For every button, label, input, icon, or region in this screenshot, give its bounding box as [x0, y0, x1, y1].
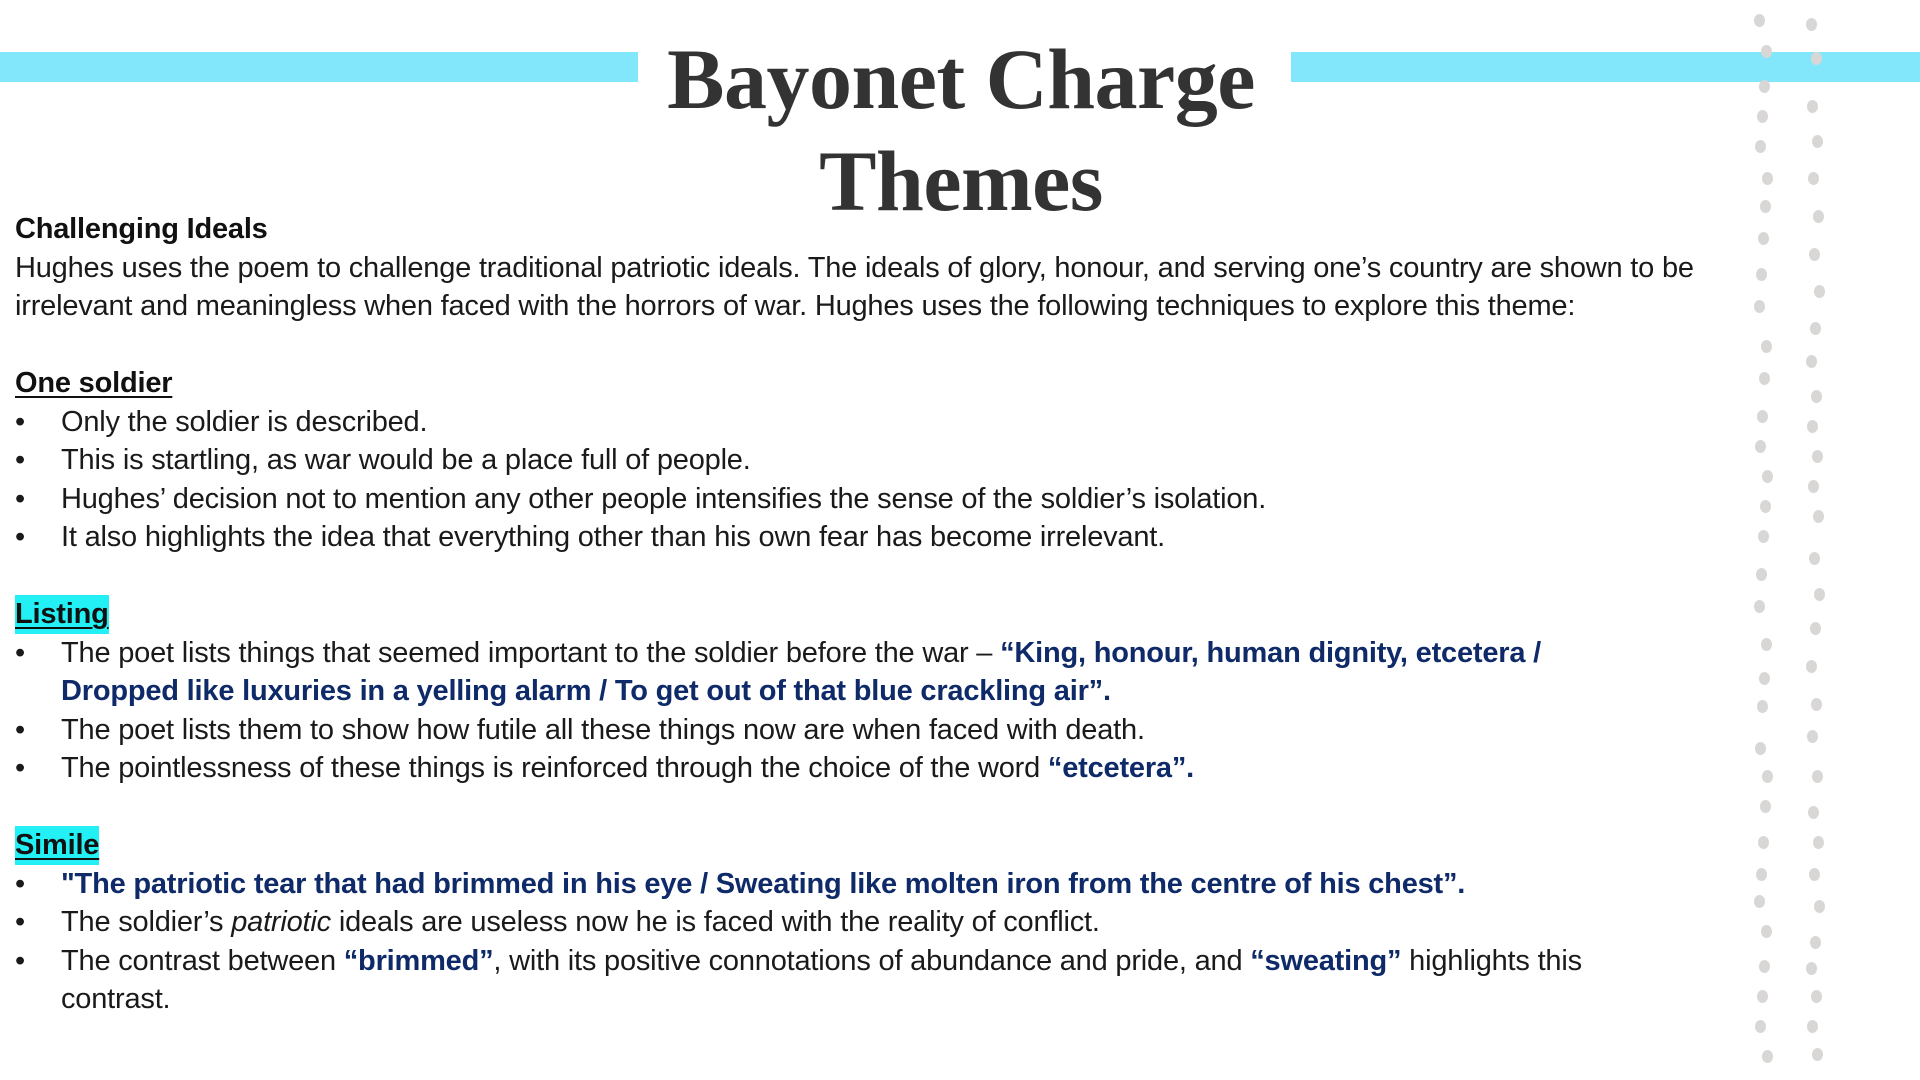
- bullet-icon: •: [15, 521, 25, 553]
- dot-icon: [1760, 500, 1771, 513]
- section-heading-simile: Simile: [15, 826, 99, 865]
- dot-icon: [1812, 450, 1823, 463]
- dot-icon: [1808, 480, 1819, 493]
- bullet-icon: •: [15, 867, 25, 900]
- bullet-icon: •: [15, 482, 25, 515]
- title-line-1: Bayonet Charge: [667, 31, 1255, 127]
- dot-icon: [1756, 268, 1767, 281]
- dot-icon: [1755, 1020, 1766, 1033]
- bullet-icon: •: [15, 444, 25, 476]
- dot-icon: [1758, 530, 1769, 543]
- bullet-icon: •: [15, 906, 25, 938]
- dot-icon: [1811, 52, 1822, 65]
- decorative-dots: [1740, 0, 1860, 1080]
- bullet-icon: •: [15, 636, 25, 669]
- list-item: • It also highlights the idea that everything other than his own fear has become irrelevant.: [15, 518, 1715, 557]
- dot-icon: [1757, 700, 1768, 713]
- dot-icon: [1756, 568, 1767, 581]
- list-item: • The pointlessness of these things is reinforced through the choice of the word “etcetera”.: [15, 749, 1715, 788]
- poem-quote: “etcetera”.: [1047, 752, 1195, 784]
- dot-icon: [1761, 45, 1772, 58]
- list-item: • The soldier’s patriotic ideals are useless now he is faced with the reality of conflict.: [15, 903, 1715, 942]
- dot-icon: [1754, 14, 1765, 27]
- one-soldier-list: [15, 403, 1715, 557]
- poem-quote: “King, honour, human dignity, etcetera / Dropped like luxuries in a yelling alarm / To get out of that blue crackling air”.: [61, 636, 1541, 707]
- dot-icon: [1812, 1048, 1823, 1061]
- list-item: [15, 865, 1715, 904]
- dot-icon: [1760, 800, 1771, 813]
- dot-icon: [1759, 672, 1770, 685]
- bullet-icon: •: [15, 944, 25, 977]
- dot-icon: [1809, 248, 1820, 261]
- list-item: • Only the soldier is described.: [15, 403, 1715, 442]
- italic-word: patriotic: [231, 906, 331, 938]
- dot-icon: [1759, 80, 1770, 93]
- dot-icon: [1814, 285, 1825, 298]
- poem-quote: “sweating”: [1250, 944, 1402, 977]
- section-simile: [15, 826, 1715, 1019]
- dot-icon: [1810, 936, 1821, 949]
- dot-icon: [1754, 300, 1765, 313]
- poem-quote: "The patriotic tear that had brimmed in his eye / Sweating like molten iron from the centre of his chest”.: [61, 867, 1466, 900]
- dot-icon: [1755, 140, 1766, 153]
- dot-icon: [1758, 836, 1769, 849]
- spacer: [15, 326, 1715, 365]
- dot-icon: [1807, 1020, 1818, 1033]
- dot-icon: [1806, 355, 1817, 368]
- dot-icon: [1813, 510, 1824, 523]
- dot-icon: [1809, 552, 1820, 565]
- list-item: • This is startling, as war would be a place full of people.: [15, 441, 1715, 480]
- dot-icon: [1754, 895, 1765, 908]
- section-one-soldier: [15, 364, 1715, 557]
- dot-icon: [1756, 868, 1767, 881]
- dot-icon: [1761, 340, 1772, 353]
- dot-icon: [1754, 600, 1765, 613]
- bullet-icon: •: [15, 405, 25, 438]
- dot-icon: [1810, 622, 1821, 635]
- dot-icon: [1811, 390, 1822, 403]
- dot-icon: [1812, 770, 1823, 783]
- list-item: • The poet lists things that seemed important to the soldier before the war – “King, honour, human dignity, etcetera / Dropped like luxuries in a yelling alarm / To get out of that blue crackling air”.: [15, 634, 1641, 711]
- dot-icon: [1806, 660, 1817, 673]
- dot-icon: [1811, 698, 1822, 711]
- dot-icon: [1757, 990, 1768, 1003]
- dot-icon: [1758, 232, 1769, 245]
- listing-list: [15, 634, 1715, 788]
- dot-icon: [1807, 420, 1818, 433]
- dot-icon: [1755, 742, 1766, 755]
- title-line-2: Themes: [819, 133, 1103, 229]
- dot-icon: [1806, 18, 1817, 31]
- bullet-icon: •: [15, 752, 25, 784]
- dot-icon: [1757, 110, 1768, 123]
- dot-icon: [1807, 730, 1818, 743]
- dot-icon: [1814, 900, 1825, 913]
- spacer: [15, 557, 1715, 596]
- dot-icon: [1807, 100, 1818, 113]
- document-body: [15, 210, 1715, 1019]
- dot-icon: [1761, 638, 1772, 651]
- dot-icon: [1761, 925, 1772, 938]
- page-title: [600, 28, 1322, 232]
- section-listing: [15, 595, 1715, 788]
- dot-icon: [1809, 868, 1820, 881]
- spacer: [15, 788, 1715, 827]
- simile-list: [15, 865, 1715, 1019]
- dot-icon: [1759, 372, 1770, 385]
- dot-icon: [1813, 210, 1824, 223]
- dot-icon: [1759, 960, 1770, 973]
- dot-icon: [1762, 172, 1773, 185]
- list-item: • The contrast between “brimmed”, with its positive connotations of abundance and pride, and “sweating” highlights this contrast.: [15, 942, 1641, 1019]
- dot-icon: [1757, 410, 1768, 423]
- section-heading-listing: Listing: [15, 595, 109, 634]
- list-item: • Hughes’ decision not to mention any other people intensifies the sense of the soldier’s isolation.: [15, 480, 1715, 519]
- section-heading-one-soldier: One soldier: [15, 367, 173, 399]
- dot-icon: [1762, 470, 1773, 483]
- dot-icon: [1811, 990, 1822, 1003]
- dot-icon: [1806, 962, 1817, 975]
- dot-icon: [1762, 770, 1773, 783]
- dot-icon: [1814, 588, 1825, 601]
- bullet-icon: •: [15, 713, 25, 746]
- dot-icon: [1755, 440, 1766, 453]
- dot-icon: [1808, 806, 1819, 819]
- poem-quote: “brimmed”: [343, 944, 494, 977]
- dot-icon: [1813, 836, 1824, 849]
- title-stripe-left: [0, 52, 638, 82]
- dot-icon: [1812, 135, 1823, 148]
- intro-paragraph: Hughes uses the poem to challenge traditional patriotic ideals. The ideals of glory, honour, and serving one’s country are shown to be irrelevant and meaningless when faced with the horrors of war. Hughes uses the following techniques to explore this theme:: [15, 251, 1694, 322]
- dot-icon: [1810, 322, 1821, 335]
- list-item: • The poet lists them to show how futile all these things now are when faced with death.: [15, 711, 1715, 750]
- dot-icon: [1762, 1050, 1773, 1063]
- intro-heading: Challenging Ideals: [15, 213, 268, 245]
- dot-icon: [1760, 200, 1771, 213]
- dot-icon: [1808, 172, 1819, 185]
